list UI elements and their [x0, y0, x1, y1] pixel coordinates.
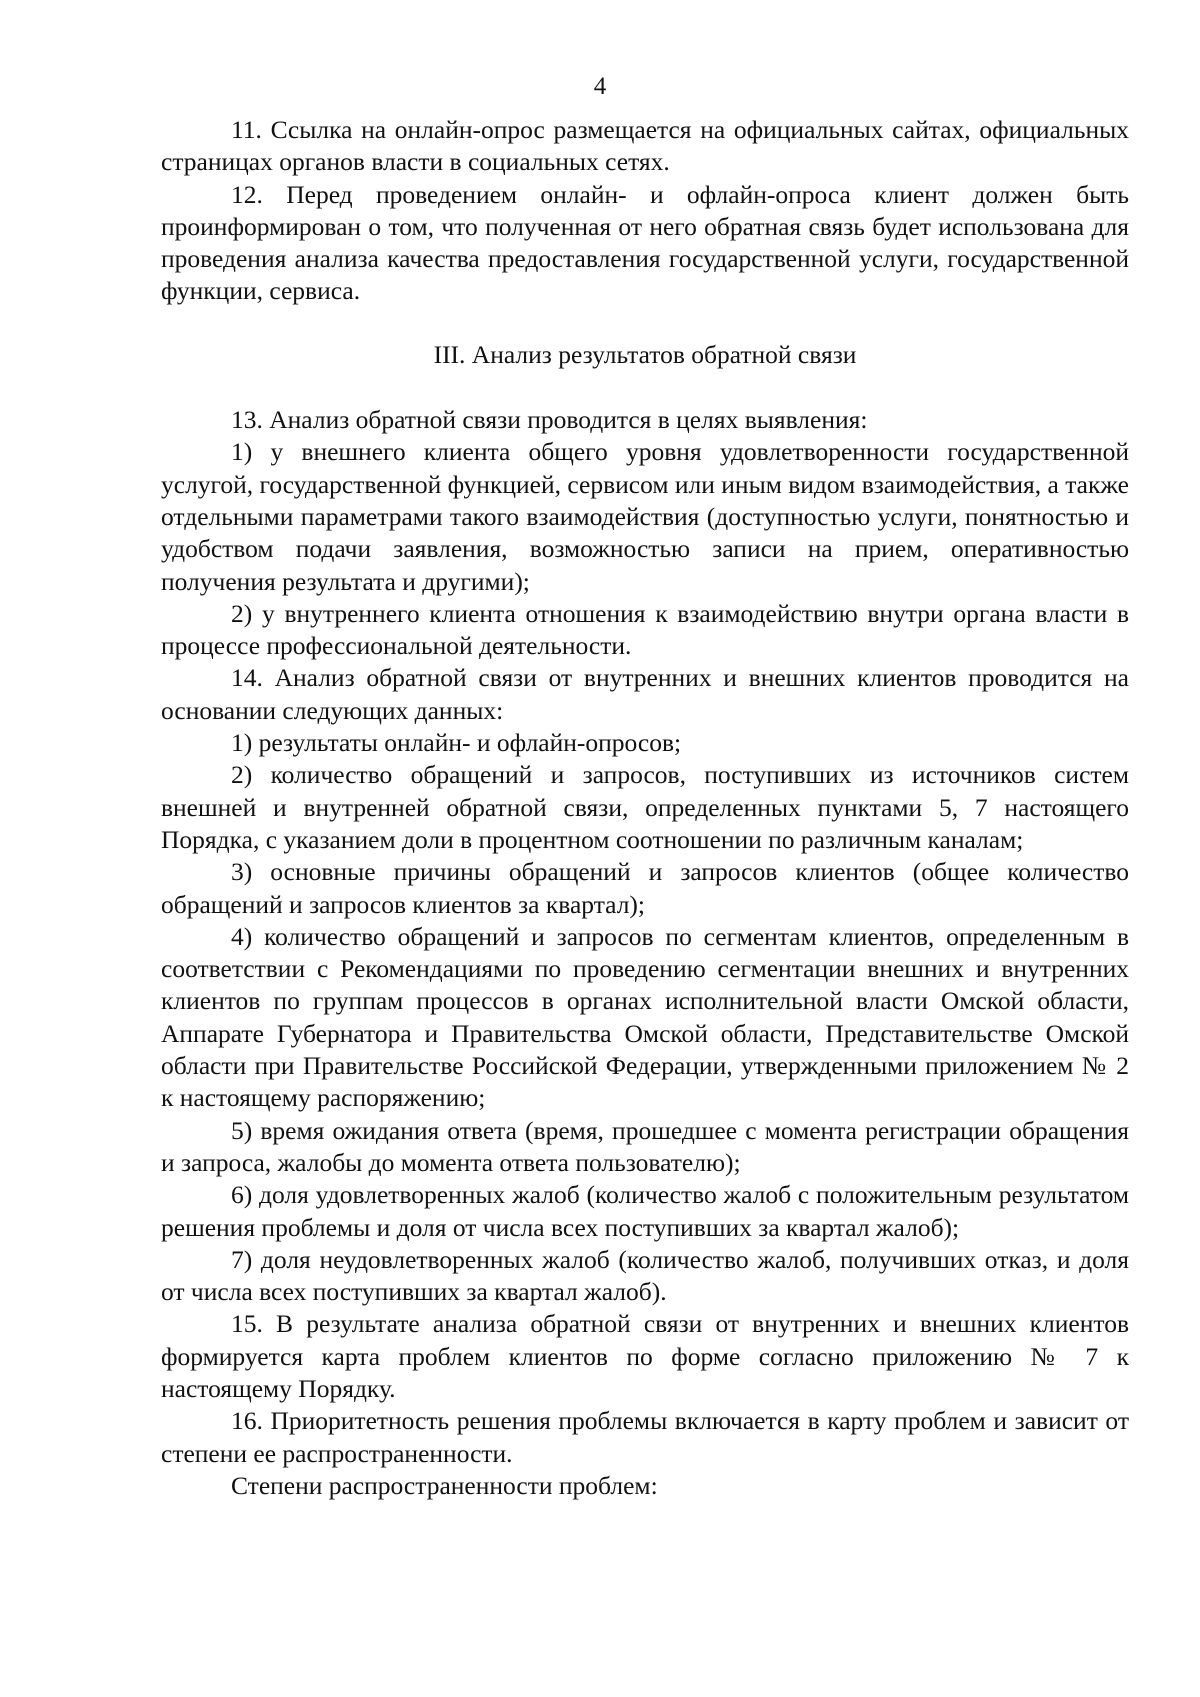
paragraph-12: 12. Перед проведением онлайн- и офлайн-опроса клиент должен быть проинформирован о том, что полученная от него обратная связь будет использована для проведения анализа качества предоставления государственной услуги, государственной функции, сервиса.	[161, 179, 1129, 306]
paragraph-problem-levels: Степени распространенности проблем:	[231, 1470, 658, 1500]
section-heading: III. Анализ результатов обратной связи	[433, 339, 857, 369]
paragraph-16: 16. Приоритетность решения проблемы включается в карту проблем и зависит от степени ее распространенности.	[161, 1406, 1129, 1468]
paragraph-14-item-4: 4) количество обращений и запросов по сегментам клиентов, определенным в соответствии с Рекомендациями по проведению сегментации внешних и внутренних клиентов по группам процессов в органах исполнительной власти Омской области, Аппарате Губернатора и Правительства Омской области, Представительстве Омской области при Правительстве Российской Федерации, утвержденными приложением № 2 к настоящему распоряжению;	[161, 921, 1129, 1113]
paragraph-14-item-3: 3) основные причины обращений и запросов клиентов (общее количество обращений и запросов клиентов за квартал);	[161, 857, 1129, 919]
paragraph-14-item-2: 2) количество обращений и запросов, поступивших из источников систем внешней и внутренней обратной связи, определенных пунктами 5, 7 настоящего Порядка, с указанием доли в процентном соотношении по различным каналам;	[161, 760, 1129, 854]
paragraph-13-item-2: 2) у внутреннего клиента отношения к взаимодействию внутри органа власти в процессе профессиональной деятельности.	[161, 598, 1129, 661]
paragraph-14-item-6: 6) доля удовлетворенных жалоб (количество жалоб с положительным результатом решения проблемы и доля от числа всех поступивших за квартал жалоб);	[161, 1180, 1129, 1242]
paragraph-14: 14. Анализ обратной связи от внутренних и внешних клиентов проводится на основании следующих данных:	[161, 663, 1129, 725]
paragraph-14-item-1: 1) результаты онлайн- и офлайн-опросов;	[231, 728, 682, 758]
document-body	[161, 114, 1129, 1502]
paragraph-14-item-5: 5) время ожидания ответа (время, прошедшее с момента регистрации обращения и запроса, жалобы до момента ответа пользователю);	[161, 1115, 1129, 1177]
paragraph-13-item-1: 1) у внешнего клиента общего уровня удовлетворенности государственной услугой, государственной функцией, сервисом или иным видом взаимодействия, а также отдельными параметрами такого взаимодействия (доступностью услуги, понятностью и удобством подачи заявления, возможностью записи на прием, оперативностью получения результата и другими);	[161, 437, 1129, 596]
paragraph-13: 13. Анализ обратной связи проводится в целях выявления:	[231, 405, 868, 435]
paragraph-15: 15. В результате анализа обратной связи от внутренних и внешних клиентов формируется карта проблем клиентов по форме согласно приложению № 7 к настоящему Порядку.	[161, 1309, 1129, 1403]
paragraph-14-item-7: 7) доля неудовлетворенных жалоб (количество жалоб, получивших отказ, и доля от числа всех поступивших за квартал жалоб).	[161, 1244, 1129, 1307]
paragraph-11: 11. Ссылка на онлайн-опрос размещается на официальных сайтах, официальных страницах органов власти в социальных сетях.	[161, 115, 1129, 177]
page-number: 4	[593, 73, 607, 100]
